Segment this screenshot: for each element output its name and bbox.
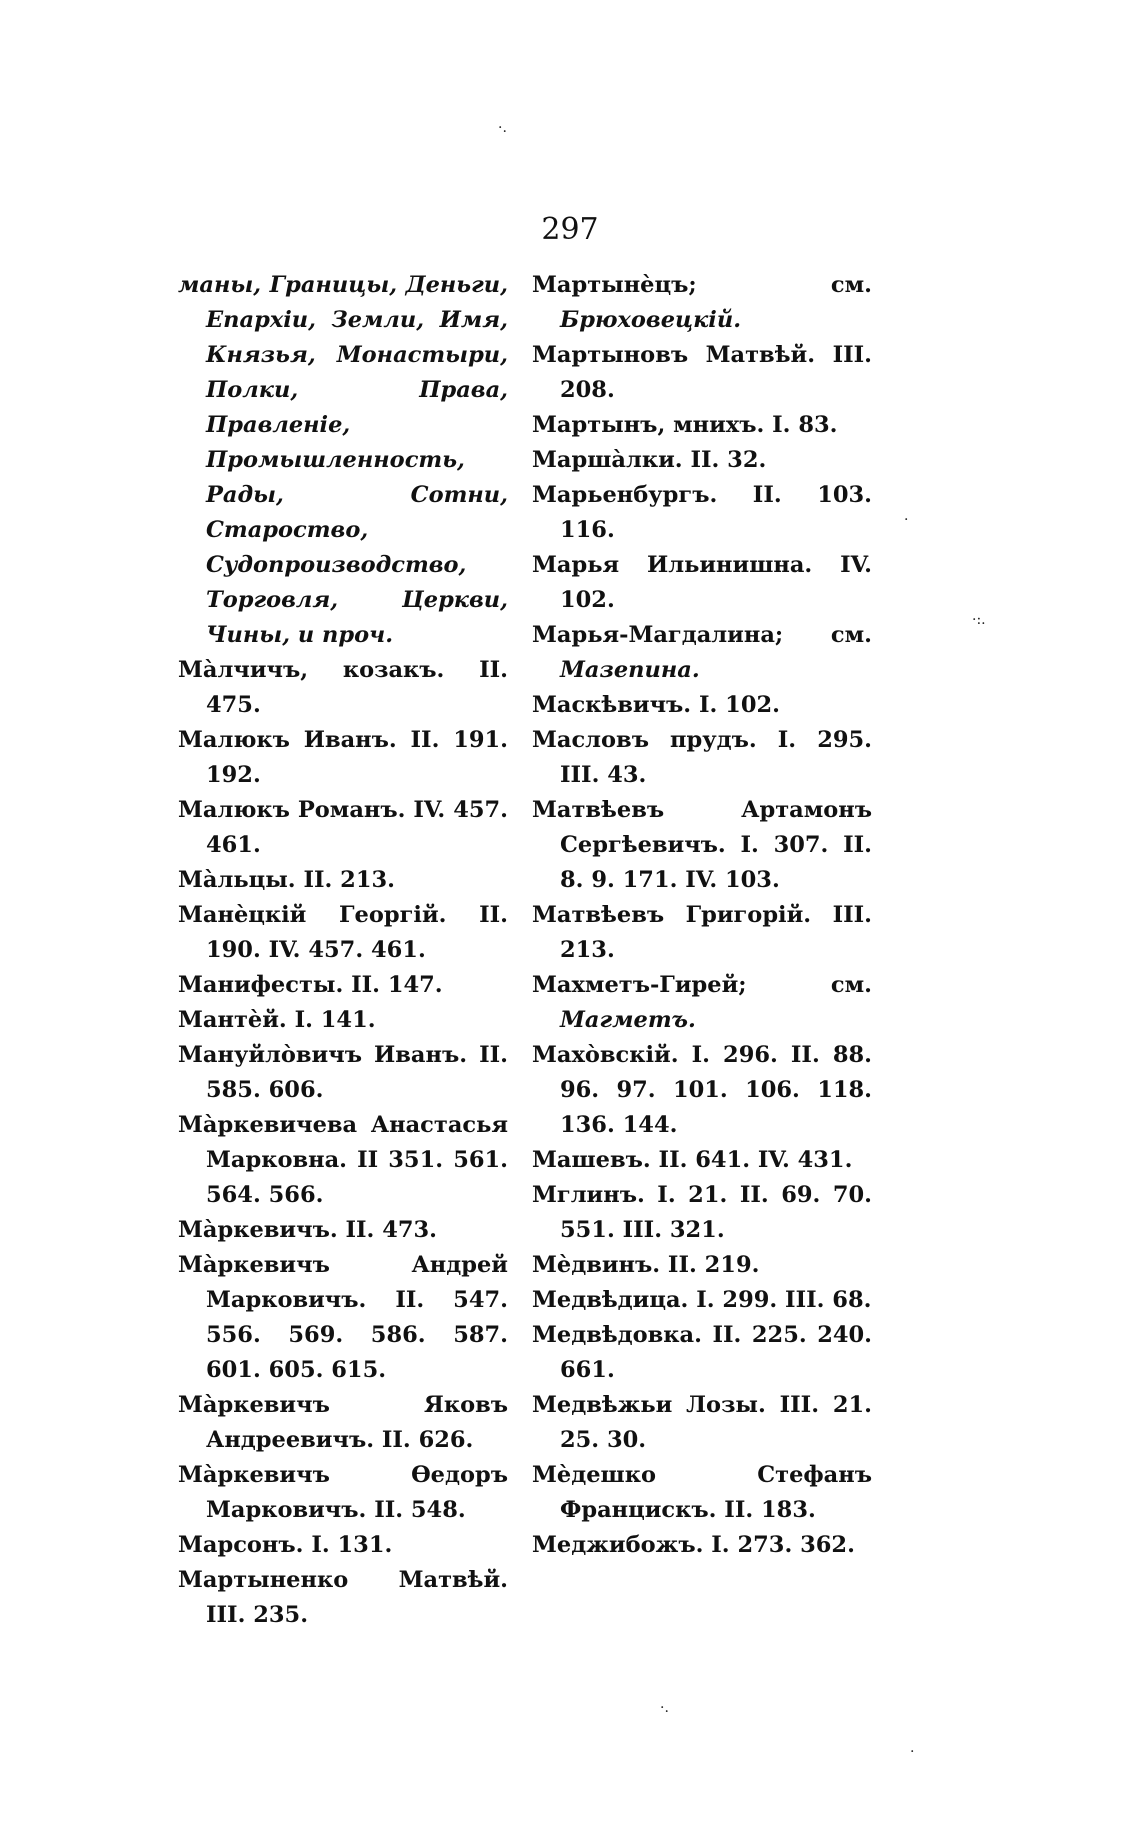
index-entry [178, 1038, 508, 1108]
ink-speck: ·. [660, 1700, 669, 1716]
index-entry [178, 863, 508, 898]
index-entry-text: Манѐцкій Георгій. II. 190. IV. 457. 461. [178, 902, 508, 963]
right-index-column [532, 268, 872, 1563]
index-entry [532, 1038, 872, 1143]
index-entry-text: Махòвскій. I. 296. II. 88. 96. 97. 101. 106. 118. 136. 144. [532, 1042, 872, 1138]
index-entry-text: Масловъ прудъ. I. 295. III. 43. [532, 727, 872, 788]
cross-reference: Брюховецкій. [560, 307, 742, 333]
index-entry-text: Мàлчичъ, козакъ. II. 475. [178, 657, 508, 718]
index-entry-text: Маскѣвичъ. I. 102. [532, 692, 780, 718]
index-entry [178, 968, 508, 1003]
index-entry [532, 548, 872, 618]
index-entry-text: Мартыненко Матвѣй. III. 235. [178, 1567, 508, 1628]
index-entry-text: Малюкъ Иванъ. II. 191. 192. [178, 727, 508, 788]
index-entry-text: Марьенбургъ. II. 103. 116. [532, 482, 872, 543]
index-entry [532, 443, 872, 478]
index-entry-text: Мартынъ, мнихъ. I. 83. [532, 412, 838, 438]
ink-speck: ·:. [972, 612, 986, 628]
index-entry [532, 408, 872, 443]
ink-speck: · [904, 512, 909, 528]
index-entry-text: Манифесты. II. 147. [178, 972, 443, 998]
index-entry [178, 1108, 508, 1213]
index-entry [532, 723, 872, 793]
index-entry-text: Матвѣевъ Артамонъ Сергѣевичъ. I. 307. II. 8. 9. 171. IV. 103. [532, 797, 872, 893]
index-entry-text: Мàркевичева Анастасья Марковна. II 351. 561. 564. 566. [178, 1112, 508, 1208]
index-entry-text: Матвѣевъ Григорій. III. 213. [532, 902, 872, 963]
index-entry [178, 653, 508, 723]
index-entry-text: Марья Ильинишна. IV. 102. [532, 552, 872, 613]
index-entry-text: Машевъ. II. 641. IV. 431. [532, 1147, 853, 1173]
index-entry-text: Медвѣдовка. II. 225. 240. 661. [532, 1322, 872, 1383]
index-entry [532, 968, 872, 1038]
index-entry-text: Мàркевичъ Андрей Марковичъ. II. 547. 556. 569. 586. 587. 601. 605. 615. [178, 1252, 508, 1383]
index-entry-text: маны, Границы, Деньги, Епархіи, Земли, Имя, Князья, Монастыри, Полки, Права, Правленіе, Промышленность, Рады, Сотни, Староство, Судопроизводство, Торговля, Церкви, Чины, и проч. [178, 272, 508, 648]
index-entry [532, 338, 872, 408]
page-number: 297 [541, 212, 599, 247]
index-entry-text: Мартынѐцъ; см. [532, 272, 872, 298]
index-entry-text: Махметъ-Гирей; см. [532, 972, 872, 998]
index-entry-text: Медвѣжьи Лозы. III. 21. 25. 30. [532, 1392, 872, 1453]
left-index-column [178, 268, 508, 1633]
index-entry [178, 1003, 508, 1038]
index-entry [532, 1248, 872, 1283]
index-entry-text: Мàльцы. II. 213. [178, 867, 395, 893]
index-entry-text: Маршàлки. II. 32. [532, 447, 767, 473]
index-entry-text: Мàркевичъ. II. 473. [178, 1217, 438, 1243]
index-entry-text: Мартыновъ Матвѣй. III. 208. [532, 342, 872, 403]
index-entry-text: Медвѣдица. I. 299. III. 68. [532, 1287, 872, 1313]
index-entry [532, 1143, 872, 1178]
index-entry-text: Мѐдвинъ. II. 219. [532, 1252, 760, 1278]
index-entry [532, 618, 872, 688]
index-entry [178, 723, 508, 793]
cross-reference: Магметъ. [560, 1007, 696, 1033]
index-entry [178, 1213, 508, 1248]
index-entry [178, 793, 508, 863]
index-entry [178, 1563, 508, 1633]
index-entry [532, 268, 872, 338]
index-entry-text: Меджибожъ. I. 273. 362. [532, 1532, 855, 1558]
index-entry-text: Мàркевичъ Ѳедоръ Марковичъ. II. 548. [178, 1462, 508, 1523]
index-entry [532, 1388, 872, 1458]
ink-speck: ·. [498, 120, 507, 136]
index-entry [178, 898, 508, 968]
index-entry [532, 793, 872, 898]
index-entry [532, 1318, 872, 1388]
cross-reference: Мазепина. [560, 657, 700, 683]
index-entry-text: Мануйлòвичъ Иванъ. II. 585. 606. [178, 1042, 508, 1103]
index-entry [532, 1178, 872, 1248]
index-entry-text: Малюкъ Романъ. IV. 457. 461. [178, 797, 508, 858]
index-entry [178, 1388, 508, 1458]
index-entry [178, 1458, 508, 1528]
ink-speck: . [910, 1740, 915, 1756]
index-entry [532, 688, 872, 723]
index-entry [532, 898, 872, 968]
index-entry [178, 1528, 508, 1563]
index-entry [532, 478, 872, 548]
index-entry-text: Марья-Магдалина; см. [532, 622, 872, 648]
index-entry [532, 1458, 872, 1528]
index-entry [178, 1248, 508, 1388]
index-entry-text: Мглинъ. I. 21. II. 69. 70. 551. III. 321. [532, 1182, 872, 1243]
index-entry [532, 1283, 872, 1318]
index-entry-text: Марсонъ. I. 131. [178, 1532, 393, 1558]
index-entry [532, 1528, 872, 1563]
index-entry-text: Мантѐй. I. 141. [178, 1007, 376, 1033]
index-entry-text: Мѐдешко Стефанъ Францискъ. II. 183. [532, 1462, 872, 1523]
index-entry [178, 268, 508, 653]
index-entry-text: Мàркевичъ Яковъ Андреевичъ. II. 626. [178, 1392, 508, 1453]
